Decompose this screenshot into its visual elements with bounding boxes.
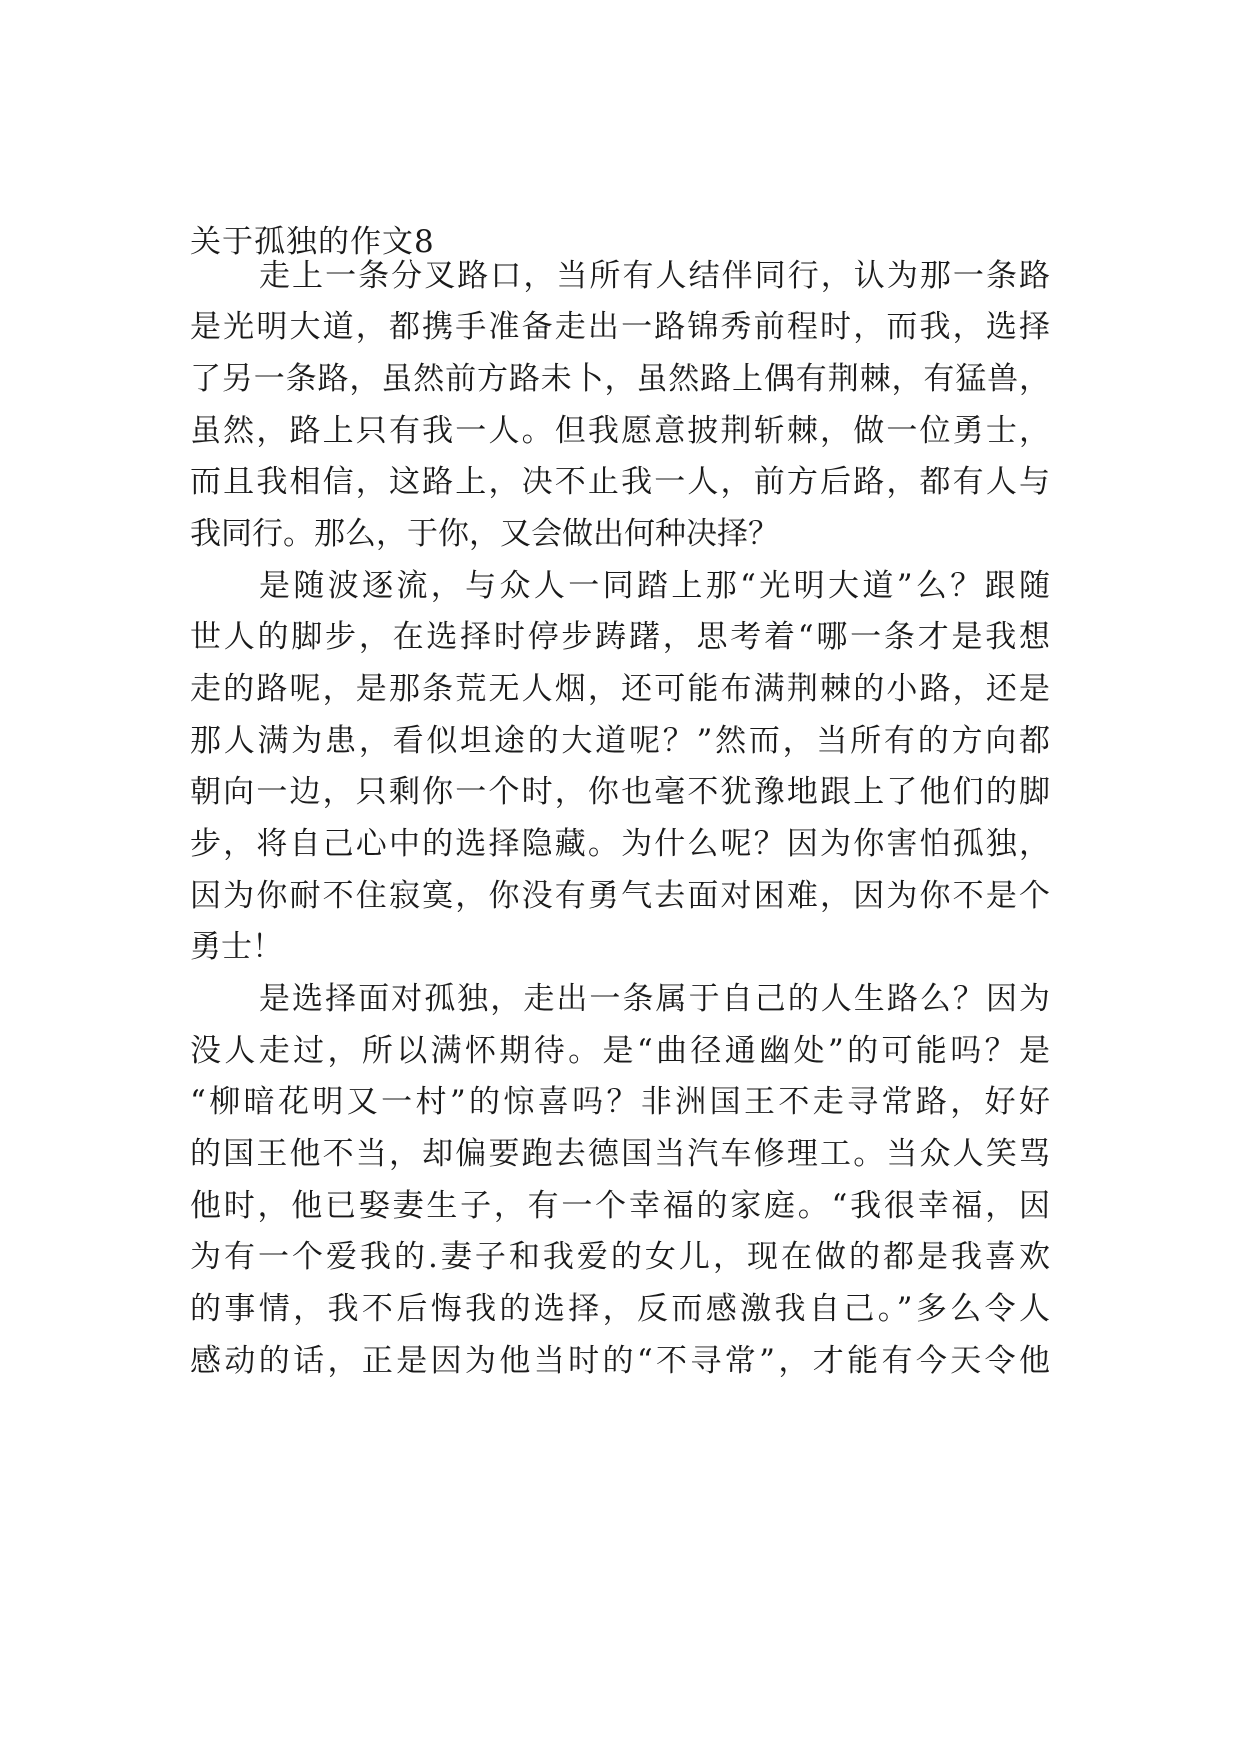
paragraph-line: 因为你耐不住寂寞，你没有勇气去面对困难，因为你不是个 [190, 878, 1050, 914]
paragraph-line: 的国王他不当，却偏要跑去德国当汽车修理工。当众人笑骂 [190, 1136, 1050, 1172]
paragraph-line: 的事情，我不后悔我的选择，反而感激我自己。”多么令人 [190, 1291, 1050, 1327]
paragraph-line: 为有一个爱我的.妻子和我爱的女儿，现在做的都是我喜欢 [190, 1239, 1050, 1275]
paragraph-line: 世人的脚步，在选择时停步踌躇，思考着“哪一条才是我想 [190, 619, 1050, 655]
paragraph-line: 是选择面对孤独，走出一条属于自己的人生路么？因为 [259, 981, 1050, 1017]
paragraph-line: 他时，他已娶妻生子，有一个幸福的家庭。“我很幸福，因 [190, 1188, 1050, 1224]
paragraph-line: 是随波逐流，与众人一同踏上那“光明大道”么？跟随 [259, 568, 1050, 604]
paragraph-line: 走的路呢，是那条荒无人烟，还可能布满荆棘的小路，还是 [190, 671, 1050, 707]
paragraph-line: 步，将自己心中的选择隐藏。为什么呢？因为你害怕孤独， [190, 826, 1050, 862]
paragraph-line: 感动的话，正是因为他当时的“不寻常”，才能有今天令他 [190, 1343, 1050, 1379]
paragraph-line: 没人走过，所以满怀期待。是“曲径通幽处”的可能吗？是 [190, 1033, 1050, 1069]
paragraph-line: 那人满为患，看似坦途的大道呢？”然而，当所有的方向都 [190, 723, 1050, 759]
paragraph-line: 朝向一边，只剩你一个时，你也毫不犹豫地跟上了他们的脚 [190, 774, 1050, 810]
paragraph-line: 是光明大道，都携手准备走出一路锦秀前程时，而我，选择 [190, 309, 1050, 345]
paragraph-line: 而且我相信，这路上，决不止我一人，前方后路，都有人与 [190, 464, 1050, 500]
paragraph-line: 走上一条分叉路口，当所有人结伴同行，认为那一条路 [259, 258, 1050, 294]
paragraph-line: 我同行。那么，于你，又会做出何种决择？ [190, 516, 779, 552]
document-title: 关于孤独的作文8 [190, 224, 435, 260]
paragraph-line: “柳暗花明又一村”的惊喜吗？非洲国王不走寻常路，好好 [190, 1084, 1050, 1120]
paragraph-line: 勇士！ [190, 929, 283, 965]
paragraph-line: 虽然，路上只有我一人。但我愿意披荆斩棘，做一位勇士， [190, 413, 1050, 449]
paragraph-line: 了另一条路，虽然前方路未卜，虽然路上偶有荆棘，有猛兽， [190, 361, 1050, 397]
